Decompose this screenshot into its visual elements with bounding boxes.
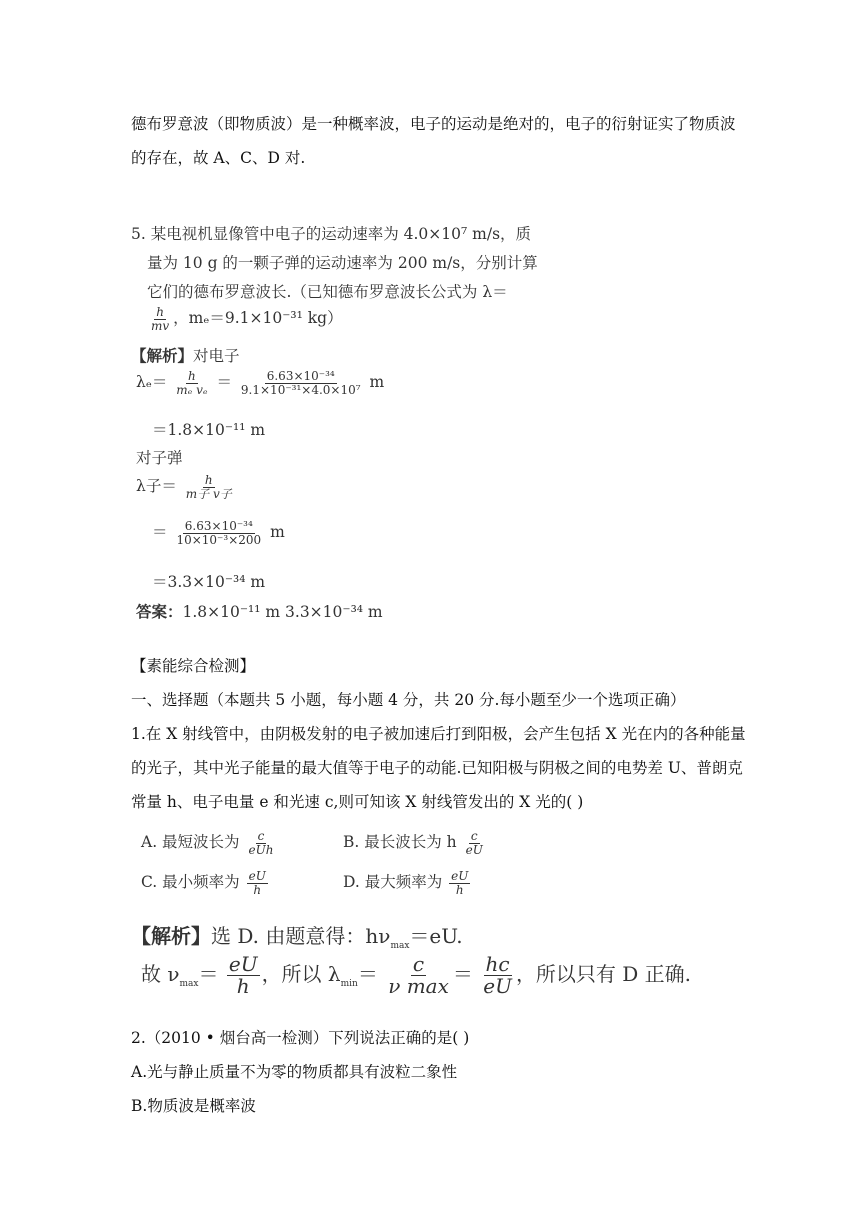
- option-c-label: C. 最小频率为: [141, 873, 240, 892]
- intro-line-1: 德布罗意波（即物质波）是一种概率波，电子的运动是绝对的，电子的衍射证实了物质波: [131, 115, 736, 133]
- option-d-label: D. 最大频率为: [343, 873, 443, 892]
- q2-option-b: B.物质波是概率波: [131, 1097, 256, 1115]
- q1-option-d: [343, 870, 472, 896]
- option-c-fraction: [247, 870, 268, 896]
- fraction-numerator: c: [412, 952, 425, 976]
- fraction-numerator: h: [204, 473, 213, 487]
- answer-label: 答案：: [136, 603, 183, 621]
- subscript-max: max: [390, 941, 410, 951]
- fraction-numerator: h: [156, 305, 164, 319]
- solution-label: 【解析】: [131, 347, 194, 365]
- section-title: 【素能综合检测】: [131, 657, 256, 675]
- lambda-electron-fraction-2: [239, 370, 363, 396]
- bullet-label: 对子弹: [136, 449, 183, 467]
- unit-meter: m: [270, 523, 285, 542]
- lambda-bullet-fraction-1: [184, 474, 234, 500]
- subscript-max: max: [179, 979, 199, 989]
- option-b-fraction: [464, 830, 485, 856]
- lambda-electron-fraction-1: [174, 370, 209, 396]
- lambda-bullet-result: ＝3.3×10⁻³⁴ m: [152, 573, 266, 591]
- nu-label: 故 ν: [141, 962, 180, 986]
- equals-sign: ＝: [357, 962, 378, 986]
- fraction-numerator: eU: [228, 952, 258, 976]
- q5-line-2: 量为 10 g 的一颗子弹的运动速率为 200 m/s，分别计算: [147, 254, 538, 272]
- lambda-bullet-line: [136, 474, 236, 500]
- q1-line-2: 的光子，其中光子能量的最大值等于电子的动能.已知阳极与阴极之间的电势差 U、普朗克: [131, 759, 743, 777]
- lambda-min-fraction-1: [386, 954, 451, 997]
- fraction-denominator: mₑ vₑ: [176, 382, 208, 397]
- answer-line: [136, 600, 383, 622]
- fraction-numerator: 6.63×10⁻³⁴: [184, 519, 253, 533]
- fraction-numerator: 6.63×10⁻³⁴: [266, 369, 335, 383]
- intro-line-2: 的存在，故 A、C、D 对.: [131, 149, 306, 167]
- fraction-denominator: ν max: [388, 974, 449, 998]
- lambda-bullet-fraction-2: [174, 520, 263, 546]
- q1-option-a: [141, 830, 277, 856]
- fraction-denominator: eU: [465, 842, 483, 857]
- lambda-bullet-symbol: λ子＝: [136, 477, 177, 496]
- subscript-min: min: [340, 979, 358, 989]
- fraction-denominator: eUh: [248, 842, 274, 857]
- nu-max-fraction: [227, 954, 260, 997]
- lambda-label: ，所以 λ: [261, 962, 341, 986]
- fraction-denominator: h: [455, 882, 464, 897]
- fraction-denominator: h: [253, 882, 262, 897]
- q1-option-c: [141, 870, 270, 896]
- fraction-numerator: eU: [451, 869, 469, 883]
- option-a-label: A. 最短波长为: [141, 833, 240, 852]
- solution-head-tail: 对电子: [193, 347, 240, 365]
- lambda-min-fraction-2: [481, 954, 514, 997]
- lambda-electron-result: ＝1.8×10⁻¹¹ m: [152, 421, 266, 439]
- q1-option-b: [343, 830, 487, 856]
- q2-option-a: A.光与静止质量不为零的物质都具有波粒二象性: [131, 1063, 458, 1081]
- equals-sign: ＝: [452, 962, 473, 986]
- q1-solution-label: 【解析】: [131, 924, 211, 948]
- fraction-denominator: eU: [483, 974, 512, 998]
- fraction-denominator: 9.1×10⁻³¹×4.0×10⁷: [240, 382, 361, 397]
- equals-sign: ＝: [216, 373, 232, 392]
- lambda-electron-symbol: λₑ＝: [136, 373, 168, 392]
- fraction-numerator: h: [188, 369, 196, 383]
- solution-head-line: [131, 344, 240, 366]
- q5-line-3: 它们的德布罗意波长.（已知德布罗意波长公式为 λ＝: [147, 283, 508, 301]
- q1-line-1: 1.在 X 射线管中，由阴极发射的电子被加速后打到阳极，会产生包括 X 光在内的各种能量: [131, 725, 746, 743]
- fraction-denominator: mv: [151, 318, 170, 333]
- q1-line-3: 常量 h、电子电量 e 和光速 c,则可知该 X 射线管发出的 X 光的( ): [131, 793, 584, 811]
- equals-sign: ＝: [152, 523, 168, 542]
- q1-solution-text-1-tail: ＝eU.: [409, 924, 463, 948]
- fraction-numerator: eU: [248, 869, 266, 883]
- option-d-fraction: [449, 870, 470, 896]
- q1-solution-line-1: [131, 920, 463, 951]
- fraction-numerator: c: [257, 829, 265, 843]
- q5-formula-tail: ，mₑ＝9.1×10⁻³¹ kg）: [173, 309, 343, 328]
- section-part: 一、选择题（本题共 5 小题，每小题 4 分，共 20 分.每小题至少一个选项正确）: [131, 691, 686, 709]
- q2-line-1: 2.（2010 • 烟台高一检测）下列说法正确的是( ): [131, 1029, 470, 1047]
- q5-line-1: 5. 某电视机显像管中电子的运动速率为 4.0×10⁷ m/s，质: [131, 225, 532, 243]
- q5-formula-fraction: [149, 306, 171, 332]
- lambda-bullet-line-2: [152, 520, 285, 546]
- fraction-denominator: m子 v子: [185, 486, 232, 501]
- q1-solution-line-2: [141, 954, 691, 997]
- fraction-numerator: hc: [485, 952, 510, 976]
- fraction-numerator: c: [470, 829, 478, 843]
- q1-solution-conclusion: ，所以只有 D 正确.: [515, 962, 692, 986]
- option-a-fraction: [247, 830, 276, 856]
- fraction-denominator: 10×10⁻³×200: [176, 532, 262, 547]
- equals-sign: ＝: [198, 962, 219, 986]
- lambda-electron-line: [136, 370, 384, 396]
- fraction-denominator: h: [236, 974, 250, 998]
- q5-formula-line: [147, 306, 343, 332]
- answer-value: 1.8×10⁻¹¹ m 3.3×10⁻³⁴ m: [182, 603, 383, 621]
- unit-meter: m: [369, 373, 385, 392]
- q1-solution-text-1: 选 D. 由题意得：hν: [211, 924, 391, 948]
- option-b-label: B. 最长波长为 h: [343, 833, 457, 852]
